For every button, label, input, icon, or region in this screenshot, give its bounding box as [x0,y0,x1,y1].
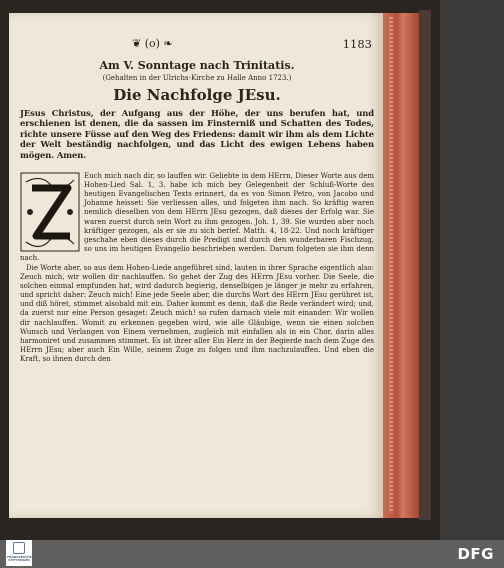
library-emblem-icon [13,542,25,554]
body-paragraph-2: Die Worte aber, so aus dem Hohen-Liede angeführet sind, lauten in ihrer Sprache eigentlich also: Zeuch mich, wir wollen dir nachlauffen. So gehet der Zug des HErrn JEsu vorher. Die Seele, die solchen einmal empfunden hat, wird dadurch begierig, denselbigen je länger je mehr zu erfahren, und spricht daher: Zeuch mich! Eine jede Seele aber, die durchs Wort des HErrn JEsu gerühret ist, und diß höret, stimmet alsobald mit ein. Daher kommt es denn, daß die Rede verändert wird; und, da zuerst nur eine Person gesaget: Zeuch mich! so rufen darnach viele mit einander: Wir wollen dir nachlauffen. Womit zu erkennen gegeben wird, wie alle Gläubige, wenn sie einen solchen Wunsch und Verlangen von Einem vernehmen, zugleich mit einfallen als in ein Chor, darin alles harmoniret und zusammen stimmet. Es ist ihrer aller Ein Herz in der Begierde nach dem Zuge des HErrn JEsu; aber auch Ein Wille, seinem Zuge zu folgen und ihm nachzulauffen. Und eben die Kraft, so ihnen durch den [20,263,374,363]
intro-prayer: JEsus Christus, der Aufgang aus der Höhe, der uns berufen hat, und erschienen ist denen, die da sassen im Finsterniß und Schatten des Todes, richte unsere Füsse auf den Weg des Friedens: damit wir ihm als dem Lichte der Welt beständig nachfolgen, und das Licht des ewigen Lebens haben mögen. Amen. [20,108,374,160]
dfg-logo: DFG [457,545,494,563]
page-number: 1183 [342,37,372,51]
sermon-title: Die Nachfolge JEsu. [113,86,281,104]
page-content [20,59,374,364]
decorated-initial [20,172,80,252]
library-logo [6,540,32,566]
running-header [20,37,372,53]
viewer-footer [0,540,504,568]
body-paragraph-1: Euch mich nach dir, so lauffen wir. Geliebte in dem HErrn, Dieser Worte aus dem Hohen-Lied Sal. 1, 3. habe ich mich bey Gelegenheit der Schluß-Worte des heutigen Evangelischen Texts erinnert, da es von Simon Petro, von Jacobo und Johanne heisset: Sie verliessen alles, und folgeten ihm nach. So kräftig waren nemlich dieselben von dem HErrn JEsu gezogen, daß dieses der Erfolg war. Sie waren zuerst durch sein Wort zu ihm gezogen. Joh. 1, 39. Sie wurden aber noch kräftiger gezogen, als er sie zu sich berief. Matth. 4, 18-22. Und noch kräftiger geschahe eben dieses durch die Predigt und durch den wunderbaren Fischzug, so uns im heutigen Evangelio beschrieben werden. Darum folgeten sie ihm denn nach. [20,172,374,262]
header-ornament: ❦ (o) ❧ [132,37,173,50]
sermon-source-note: (Gehalten in der Ulrichs-Kirche zu Halle Anno 1723.) [102,74,292,82]
red-page-edges [383,13,419,518]
book-cover-edge [419,10,431,520]
initial-letter: Z [48,217,52,222]
sunday-title: Am V. Sonntage nach Trinitatis. [99,59,295,72]
library-name: FRANCKESCHE STIFTUNGEN [7,555,32,563]
